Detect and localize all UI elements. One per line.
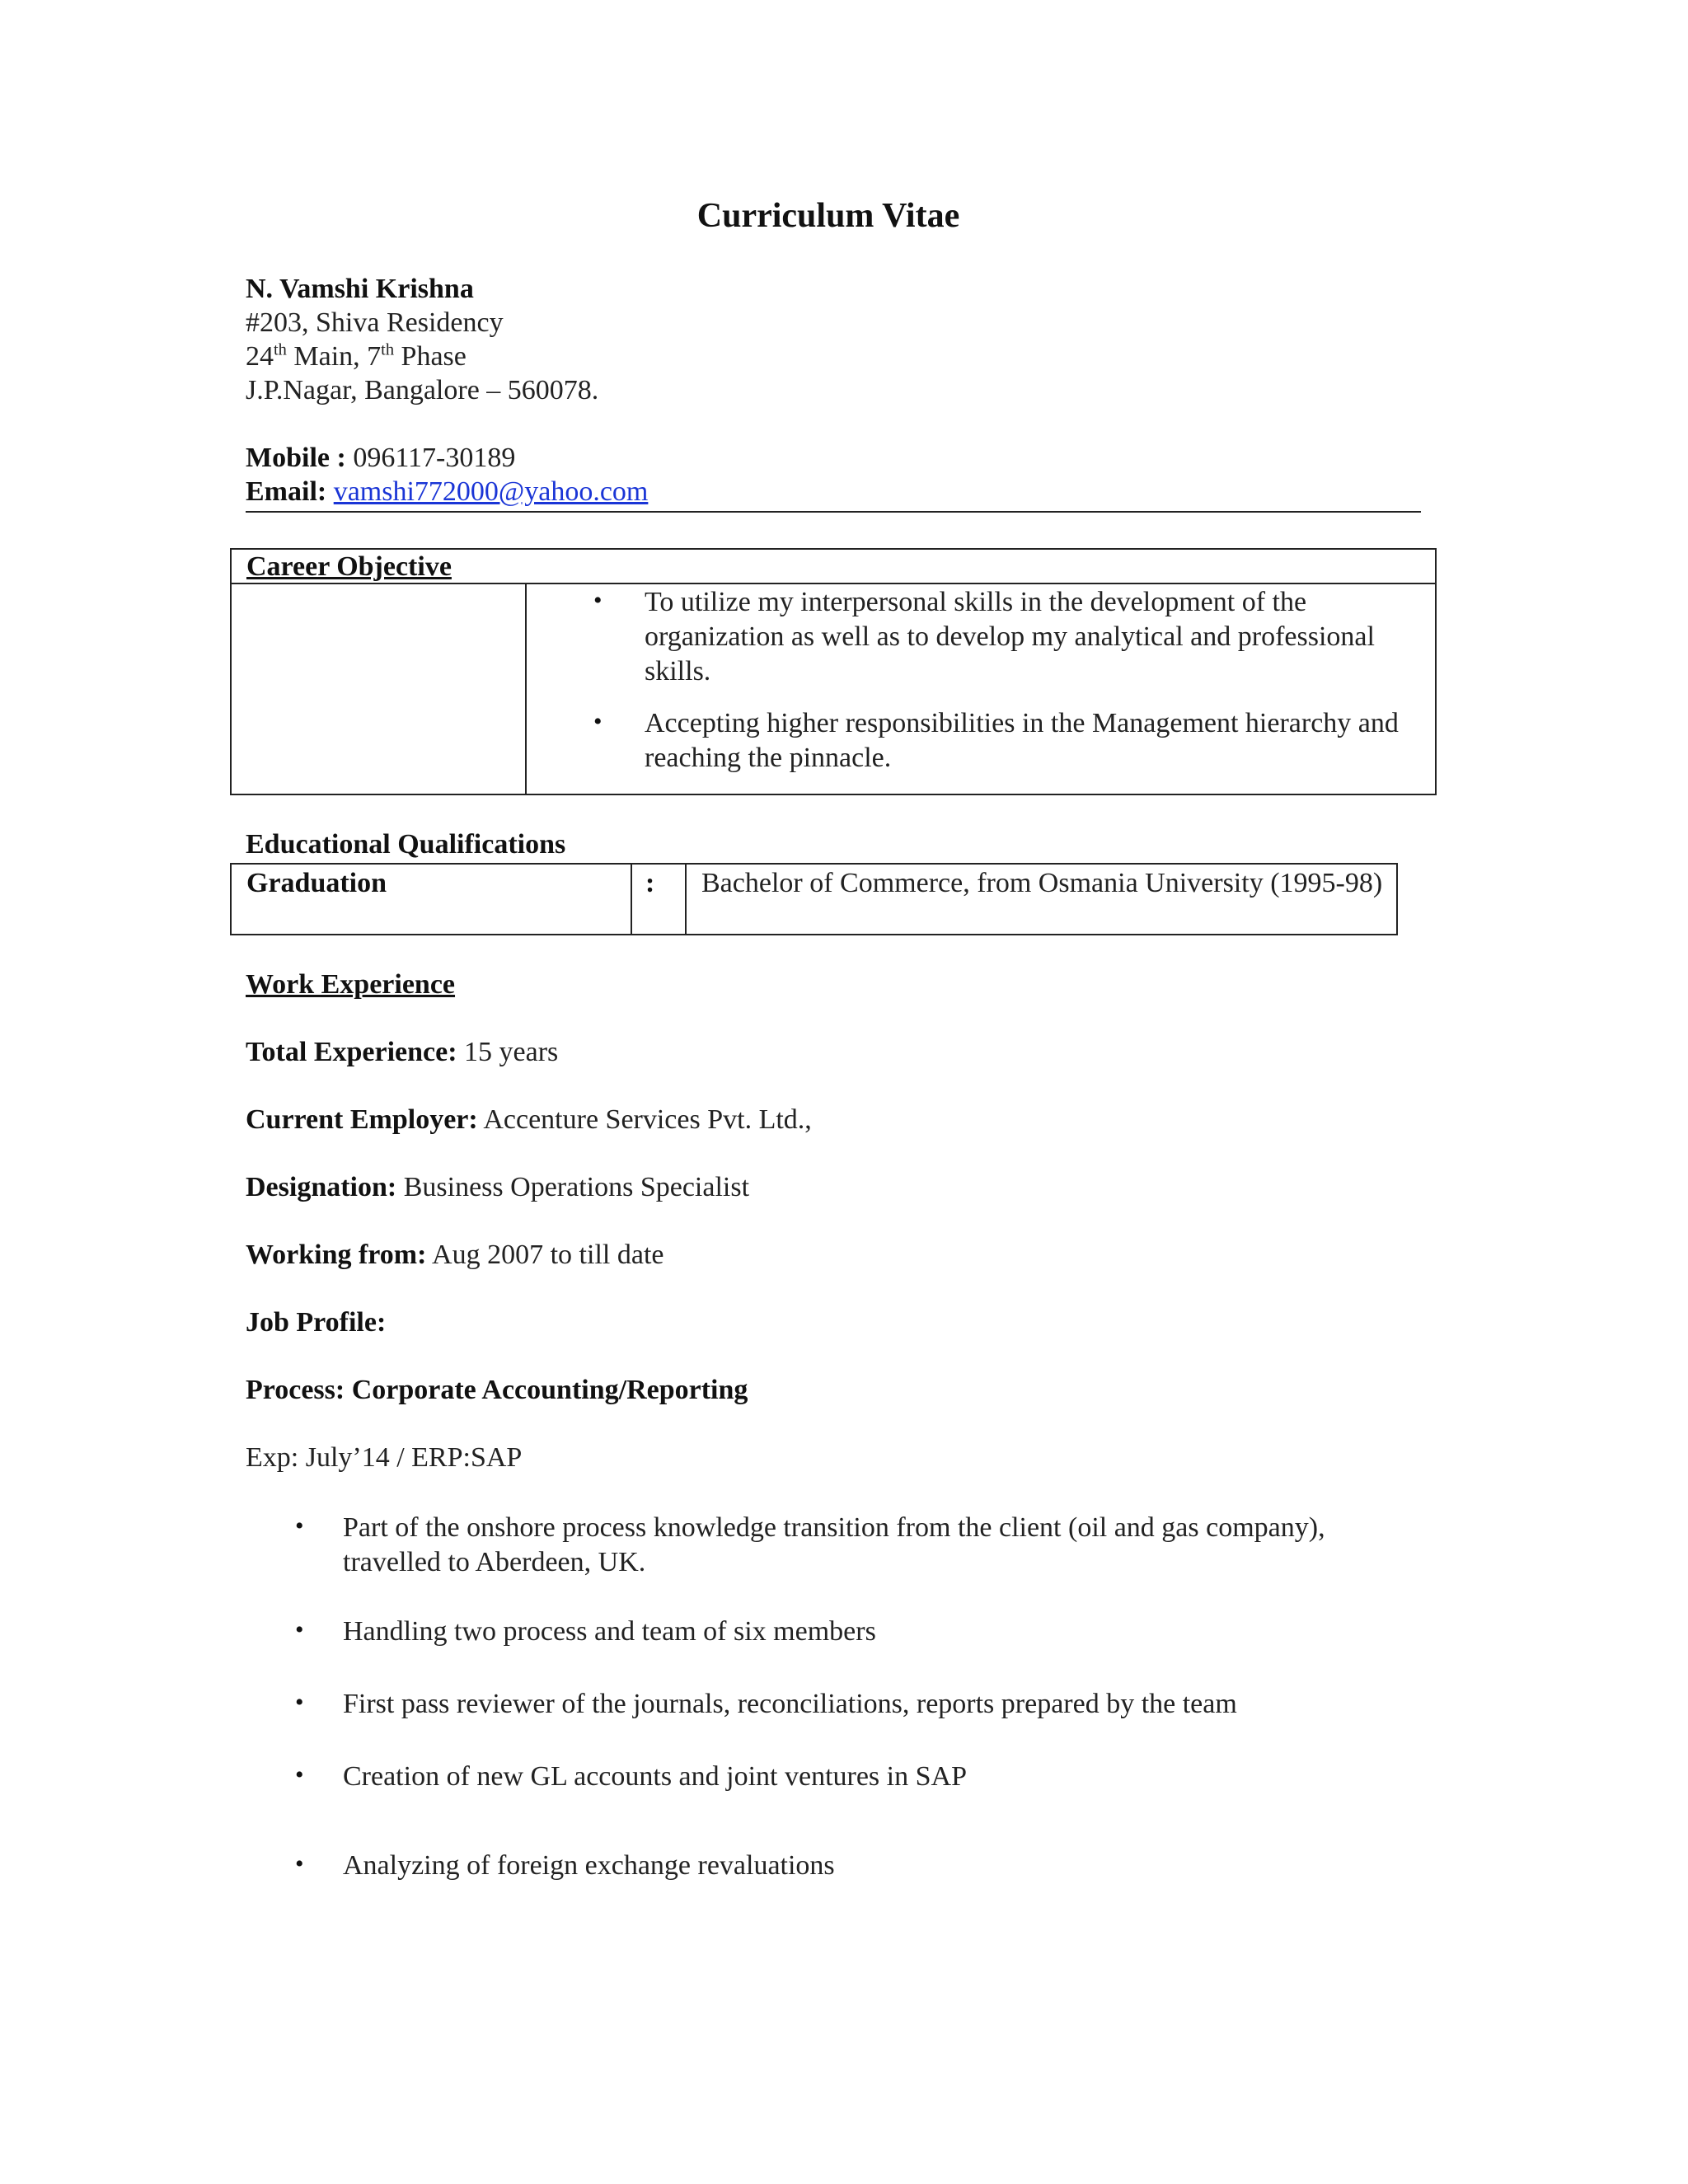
email-label: Email: [246, 476, 327, 507]
total-experience: Total Experience: 15 years [246, 1037, 559, 1067]
career-objective-item: • To utilize my interpersonal skills in the development of the organization as well as to develop my analytical and professional skills. [593, 587, 1375, 687]
career-objective-heading: Career Objective [246, 551, 452, 582]
job-duty-item: • Handling two process and team of six members [295, 1616, 876, 1647]
education-heading: Educational Qualifications [246, 829, 566, 860]
email-line [246, 475, 648, 509]
bullet-icon: • [295, 1616, 304, 1643]
job-profile-label: Job Profile: [246, 1307, 387, 1338]
bullet-icon: • [593, 587, 603, 614]
education-colon: : [645, 868, 655, 898]
education-label: Graduation [246, 868, 387, 898]
bullet-icon: • [295, 1689, 304, 1716]
candidate-name: N. Vamshi Krishna [246, 274, 474, 304]
process-label: Process: Corporate Accounting/Reporting [246, 1375, 748, 1405]
bullet-icon: • [593, 708, 603, 735]
mobile-value: 096117-30189 [345, 443, 516, 473]
address-line-1: #203, Shiva Residency [246, 307, 504, 338]
job-duty-item: • Analyzing of foreign exchange revaluations [295, 1850, 835, 1881]
work-experience-heading: Work Experience [246, 969, 456, 1000]
page-title: Curriculum Vitae [696, 197, 960, 235]
contact-divider [246, 511, 1421, 513]
bullet-icon: • [295, 1512, 304, 1540]
address-line-3: J.P.Nagar, Bangalore – 560078. [246, 375, 599, 405]
designation: Designation: Business Operations Specialist [246, 1172, 750, 1202]
career-objective-item: • Accepting higher responsibilities in the Management hierarchy and reaching the pinnacle. [593, 708, 1399, 774]
experience-line: Exp: July’14 / ERP:SAP [246, 1442, 523, 1473]
table-column-divider [631, 865, 632, 934]
education-table [230, 863, 1398, 935]
job-duty-item: • Creation of new GL accounts and joint ventures in SAP [295, 1761, 967, 1792]
job-duty-item: • First pass reviewer of the journals, reconciliations, reports prepared by the team [295, 1689, 1237, 1719]
job-duty-item: • Part of the onshore process knowledge transition from the client (oil and gas company), travelled to Aberdeen, UK. [295, 1512, 1325, 1578]
table-divider [232, 583, 1435, 584]
address-line-2: 24th Main, 7th Phase [246, 340, 467, 372]
email-link[interactable]: vamshi772000@yahoo.com [333, 476, 649, 507]
mobile-line [246, 441, 515, 476]
table-column-divider [685, 865, 687, 934]
current-employer: Current Employer: Accenture Services Pvt. Ltd., [246, 1104, 812, 1135]
bullet-icon: • [295, 1850, 304, 1877]
mobile-label: Mobile : [246, 443, 346, 473]
table-column-divider [525, 583, 527, 794]
bullet-icon: • [295, 1761, 304, 1788]
working-from: Working from: Aug 2007 to till date [246, 1240, 664, 1270]
education-value: Bachelor of Commerce, from Osmania University (1995-98) [701, 868, 1383, 898]
